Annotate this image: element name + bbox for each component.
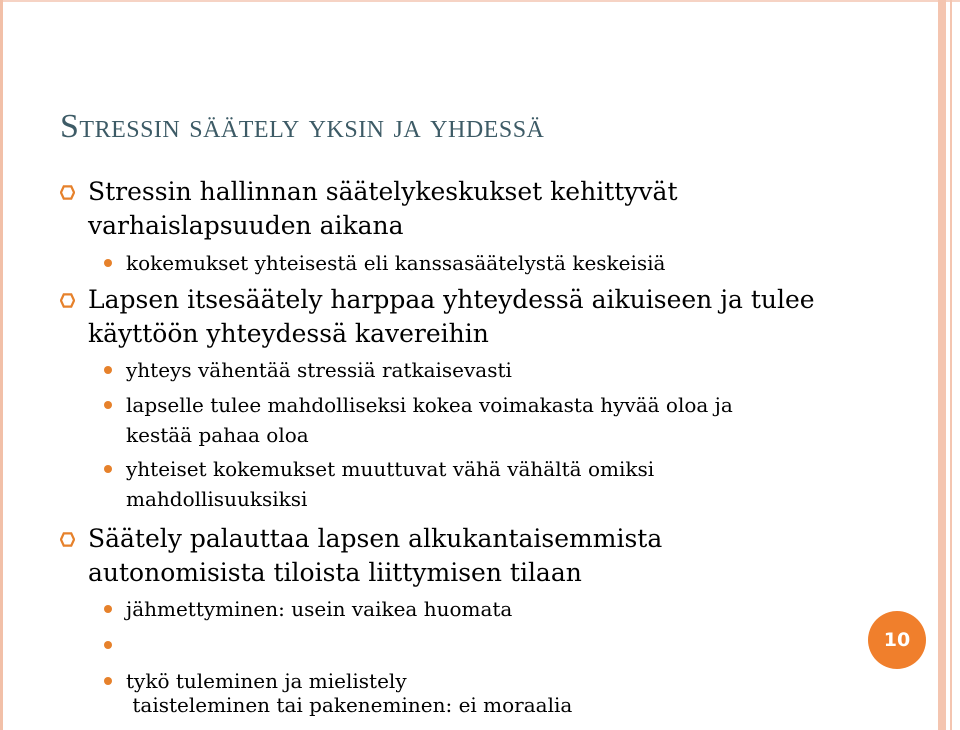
hexagon-bullet-icon <box>60 185 75 200</box>
sub-bullet-line: yhteys vähentää stressiä ratkaisevasti <box>126 358 512 382</box>
sub-bullet-line: lapselle tulee mahdolliseksi kokea voimakasta hyvää oloa ja <box>126 393 733 417</box>
bullet-line: Stressin hallinnan säätelykeskukset kehittyvät <box>88 177 678 206</box>
page-number-badge <box>868 611 926 669</box>
hexagon-bullet-icon <box>60 532 75 547</box>
dot-bullet-icon <box>104 605 112 613</box>
dot-bullet-icon <box>104 366 112 374</box>
sub-bullet-text <box>126 248 665 278</box>
sub-bullet-line: taisteleminen tai pakeneminen: ei moraalia <box>126 693 573 717</box>
dot-bullet-icon <box>104 401 112 409</box>
page-number: 10 <box>883 629 911 651</box>
hexagon-bullet-icon <box>60 293 75 308</box>
bullet-line: Lapsen itsesäätely harppaa yhteydessä aikuiseen ja tulee <box>88 285 815 314</box>
dot-bullet-icon <box>104 259 112 267</box>
bullet-line: käyttöön yhteydessä kavereihin <box>88 319 489 348</box>
sub-bullet-line: yhteiset kokemukset muuttuvat vähä vähältä omiksi <box>126 457 655 481</box>
sub-bullet-line: kestää pahaa oloa <box>126 423 309 447</box>
bullet-line: autonomisista tiloista liittymisen tilaan <box>88 558 582 587</box>
sub-bullet-line: jähmettyminen: usein vaikea huomata <box>126 597 513 621</box>
sub-bullet-line: mahdollisuuksiksi <box>126 487 308 511</box>
bullet-text <box>88 283 815 351</box>
sub-bullet-text <box>126 355 512 385</box>
bullet-text <box>88 175 678 243</box>
slide-title: Stressin säätely yksin ja yhdessä <box>60 108 545 145</box>
sub-bullet-text <box>126 390 733 450</box>
dot-bullet-icon <box>104 677 112 685</box>
sub-bullet-text <box>126 454 654 514</box>
dot-bullet-icon <box>104 641 112 649</box>
sub-bullet-text <box>126 594 512 624</box>
dot-bullet-icon <box>104 465 112 473</box>
sub-bullet-line: kokemukset yhteisestä eli kanssasäätelystä keskeisiä <box>126 251 666 275</box>
sub-bullet-line: tykö tuleminen ja mielistely <box>126 669 407 693</box>
sub-bullet-text <box>126 666 407 696</box>
bullet-line: varhaislapsuuden aikana <box>88 211 404 240</box>
bullet-text <box>88 522 662 590</box>
bullet-line: Säätely palauttaa lapsen alkukantaisemmista <box>88 524 663 553</box>
